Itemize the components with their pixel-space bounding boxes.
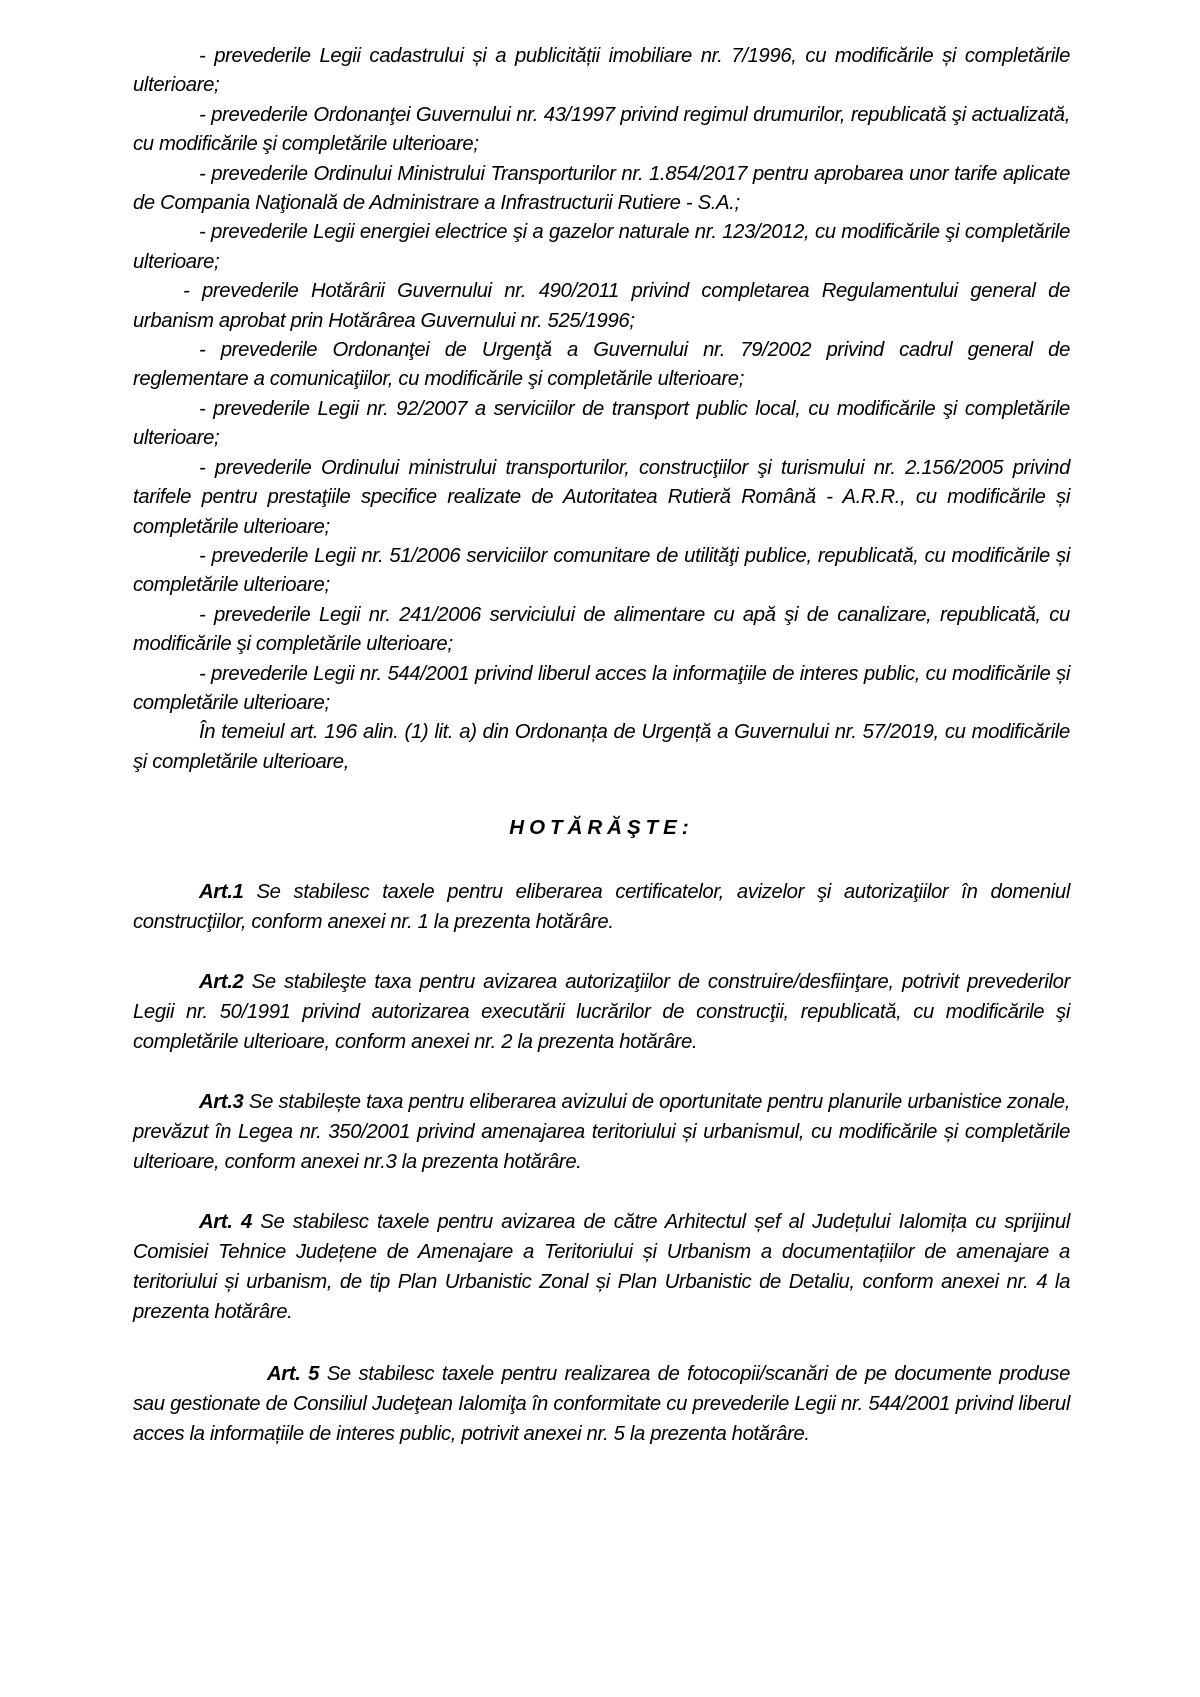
article-5 xyxy=(133,1359,1070,1449)
preamble-item-public-info-law: - prevederile Legii nr. 544/2001 privind liberul acces la informaţiile de interes public, cu modificările și completările ulterioare; xyxy=(133,662,1070,714)
preamble-item-transport-order: - prevederile Ordinului Ministrului Transporturilor nr. 1.854/2017 pentru aprobarea unor tarife aplicate de Compania Naţională de Administrare a Infrastructurii Rutiere - S.A.; xyxy=(133,162,1070,215)
preamble xyxy=(133,42,1070,777)
article-text: Se stabilesc taxele pentru avizarea de către Arhitectul șef al Județului Ialomița cu sprijinul Comisiei Tehnice Județene de Amenajare a Teritoriului și Urbanism a documentațiilor de amenajare a teritoriului și urbanism, de tip Plan Urbanistic Zonal și Plan Urbanistic de Detaliu, conform anexei nr. 4 la prezenta hotărâre. xyxy=(133,1211,1070,1324)
article-label: Art.2 xyxy=(199,971,244,994)
article-text: Se stabilesc taxele pentru eliberarea certificatelor, avizelor şi autorizaţiilor în domeniul construcţiilor, conform anexei nr. 1 la prezenta hotărâre. xyxy=(133,881,1070,934)
preamble-item-public-transport-law: - prevederile Legii nr. 92/2007 a serviciilor de transport public local, cu modificările şi completările ulterioare; xyxy=(133,397,1070,450)
preamble-item-roads-ordinance: - prevederile Ordonanţei Guvernului nr. 43/1997 privind regimul drumurilor, republicată şi actualizată, cu modificările şi completările ulterioare; xyxy=(133,103,1070,156)
article-3 xyxy=(133,1087,1070,1177)
document-page xyxy=(133,42,1070,1449)
article-label: Art. 5 xyxy=(267,1363,320,1386)
article-2 xyxy=(133,967,1070,1057)
preamble-item-energy-law: - prevederile Legii energiei electrice şi a gazelor naturale nr. 123/2012, cu modificările şi completările ulterioare; xyxy=(133,221,1070,273)
articles xyxy=(133,877,1070,1449)
preamble-item-water-law: - prevederile Legii nr. 241/2006 serviciului de alimentare cu apă şi de canalizare, republicată, cu modificările şi completările ulterioare; xyxy=(133,603,1070,656)
article-text: Se stabileşte taxa pentru avizarea autorizaţiilor de construire/desfiinţare, potrivit prevederilor Legii nr. 50/1991 privind autorizarea executării lucrărilor de construcţii, republicată, cu modificările şi completările ulterioare, conform anexei nr. 2 la prezenta hotărâre. xyxy=(133,971,1070,1054)
article-1 xyxy=(133,877,1070,937)
preamble-item-communications-ordinance: - prevederile Ordonanţei de Urgenţă a Guvernului nr. 79/2002 privind cadrul general de reglementare a comunicaţiilor, cu modificările şi completările ulterioare; xyxy=(133,339,1070,391)
preamble-legal-basis: În temeiul art. 196 alin. (1) lit. a) din Ordonanța de Urgență a Guvernului nr. 57/2019, cu modificările şi completările ulterioare, xyxy=(133,721,1070,773)
preamble-item-urbanism-decision: - prevederile Hotărârii Guvernului nr. 490/2011 privind completarea Regulamentului general de urbanism aprobat prin Hotărârea Guvernului nr. 525/1996; xyxy=(133,280,1070,332)
preamble-item-arr-tariffs-order: - prevederile Ordinului ministrului transporturilor, construcţiilor şi turismului nr. 2.156/2005 privind tarifele pentru prestaţiile specifice realizate de Autoritatea Rutieră Română - A.R.R., cu modificările și completările ulterioare; xyxy=(133,456,1070,538)
article-label: Art.1 xyxy=(199,881,244,904)
article-4 xyxy=(133,1207,1070,1327)
preamble-item-cadastru-law: - prevederile Legii cadastrului și a publicității imobiliare nr. 7/1996, cu modificările și completările ulterioare; xyxy=(133,45,1070,97)
article-label: Art.3 xyxy=(199,1091,244,1114)
article-label: Art. 4 xyxy=(199,1211,252,1234)
article-text: Se stabilesc taxele pentru realizarea de fotocopii/scanări de pe documente produse sau gestionate de Consiliul Judeţean Ialomiţa în conformitate cu prevederile Legii nr. 544/2001 privind liberul acces la informațiile de interes public, potrivit anexei nr. 5 la prezenta hotărâre. xyxy=(133,1363,1071,1446)
decision-heading: HOTĂRĂŞTE: xyxy=(509,816,694,840)
preamble-item-utilities-law: - prevederile Legii nr. 51/2006 serviciilor comunitare de utilităţi publice, republicată, cu modificările și completările ulterioare; xyxy=(133,544,1070,597)
article-text: Se stabilește taxa pentru eliberarea avizului de oportunitate pentru planurile urbanistice zonale, prevăzut în Legea nr. 350/2001 privind amenajarea teritoriului și urbanismul, cu modificările și completările ulterioare, conform anexei nr.3 la prezenta hotărâre. xyxy=(133,1091,1070,1174)
